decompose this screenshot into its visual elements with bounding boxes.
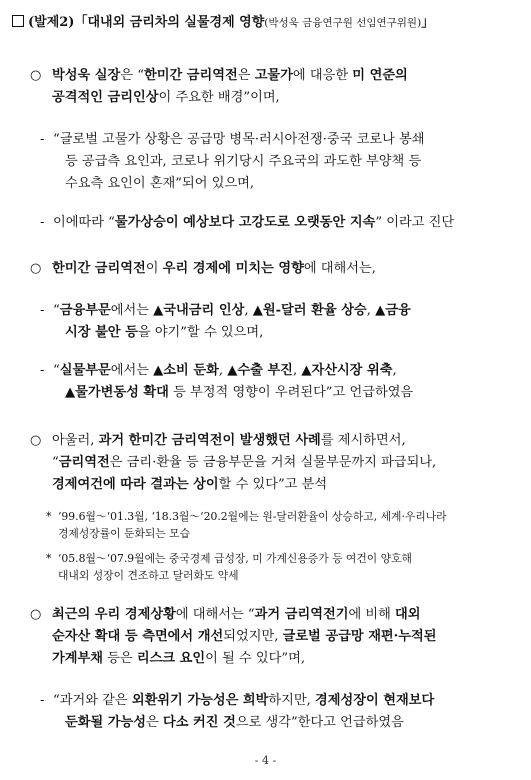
paragraph-dash-2-2: [53, 360, 413, 404]
text: “과거와 같은: [53, 693, 132, 708]
text-line: ‘05.8월～‘07.9월에는 중국경제 급성장, 미 가계신용증가 등 여건이 양호해: [58, 552, 412, 565]
paragraph-bullet-3: [52, 430, 436, 496]
emphasis: 박성욱 실장: [52, 68, 121, 83]
emphasis: 미 연준의: [352, 68, 408, 83]
text: ,: [366, 303, 376, 318]
circle-bullet-icon: ○: [30, 433, 42, 448]
emphasis: ▲소비 둔화: [153, 363, 219, 378]
text-line: [53, 712, 434, 734]
paragraph-bullet-4: [52, 604, 436, 670]
text: 은: [237, 68, 255, 83]
emphasis: 가계부채: [52, 651, 103, 666]
emphasis: 리스크 요인: [136, 651, 206, 666]
text: 을 야기”할 수 있으며,: [137, 325, 264, 340]
text-line: [52, 430, 436, 452]
text: 되었지만,: [223, 629, 283, 644]
asterisk-marker: *: [46, 552, 52, 565]
checkbox-square-icon: [12, 15, 24, 27]
text-line: [52, 87, 408, 109]
emphasis: 과거 한미간 금리역전이 발생했던 사례: [98, 433, 321, 448]
text-line: 등 공급측 요인과, 코로나 위기당시 주요국의 과도한 부양책 등: [65, 154, 422, 169]
text: 이 주요한 배경”이며,: [158, 90, 280, 105]
text: “: [53, 363, 60, 378]
text: ,: [392, 363, 397, 378]
emphasis: ▲물가변동성 확대: [65, 385, 169, 400]
circle-bullet-icon: ○: [30, 68, 42, 83]
emphasis: 실물부문: [59, 363, 111, 378]
footnote-1: [58, 508, 447, 542]
emphasis: 한미간 금리역전: [143, 68, 238, 83]
text-line: [52, 604, 436, 626]
emphasis: 금융부문: [59, 303, 111, 318]
text: 은: [146, 715, 163, 730]
text: ,: [244, 303, 253, 318]
emphasis: 공격적인 금리인상: [52, 90, 159, 105]
page-number: - 4 -: [254, 754, 277, 767]
text-line: [52, 258, 376, 280]
title-close: 」: [421, 15, 435, 30]
text-line: “글로벌 고물가 상황은 공급망 병목·러시아전쟁·중국 코로나 봉쇄: [53, 132, 425, 147]
dash-marker: -: [40, 693, 45, 708]
dash-marker: -: [40, 303, 45, 318]
text: “: [53, 303, 60, 318]
text: 하지만,: [268, 693, 316, 708]
paragraph-dash-1-1: [53, 129, 425, 195]
emphasis: 외환위기 가능성은 희박: [131, 693, 269, 708]
text: 등은: [102, 651, 137, 666]
emphasis: ▲국내금리 인상: [153, 303, 245, 318]
section-title: [12, 14, 522, 32]
text-line: [52, 626, 436, 648]
emphasis: 과거 금리역전기: [254, 607, 349, 622]
emphasis: 글로벌 공급망 재편·누적된: [282, 629, 437, 644]
text: ,: [218, 363, 228, 378]
text: 은 “: [120, 68, 144, 83]
text: ” 이라고 진단: [375, 215, 455, 230]
emphasis: ▲수출 부진: [227, 363, 293, 378]
paragraph-bullet-2: [52, 258, 376, 280]
emphasis: 경제성장이 현재보다: [315, 693, 435, 708]
paragraph-dash-2-1: [53, 300, 411, 344]
text: 이 될 수 있다”며,: [205, 651, 306, 666]
text: 은 금리·환율 등 금융부문을 거쳐 실물부문까지 파급되나,: [109, 455, 437, 470]
emphasis: 금리역전: [58, 455, 110, 470]
emphasis: 고물가: [254, 68, 293, 83]
emphasis: 우리 경제에 미치는 영향: [162, 261, 304, 276]
text: ,: [292, 363, 302, 378]
emphasis: 대외: [395, 607, 421, 622]
emphasis: 다소 커진 것: [162, 715, 236, 730]
text-line: 수요측 요인이 혼재”되어 있으며,: [65, 176, 255, 191]
text-line: ‘99.6월～‘01.3월, ‘18.3월～‘20.2월에는 원-달러환율이 상승하고, 세계·우리나라: [58, 510, 447, 523]
text: “: [52, 455, 59, 470]
text: 으로 생각”한다고 언급하였음: [235, 715, 404, 730]
emphasis: ▲금융: [375, 303, 411, 318]
text: 를 제시하면서,: [320, 433, 406, 448]
text: 이에따라 “: [53, 215, 115, 230]
text-line: 경제성장률이 둔화되는 모습: [58, 527, 191, 540]
emphasis: ▲원-달러 환율 상승: [252, 303, 367, 318]
emphasis: 순자산 확대 등 측면에서 개선: [52, 629, 224, 644]
circle-bullet-icon: ○: [30, 607, 42, 622]
text: 할 수 있다”고 분석: [218, 477, 328, 492]
text: 이: [145, 261, 163, 276]
text: 에 비해: [348, 607, 396, 622]
title-presenter: (박성욱 금융연구원 선임연구위원): [264, 17, 422, 29]
dash-marker: -: [40, 363, 45, 378]
text: 등 부정적 영향이 우려된다”고 언급하였음: [168, 385, 414, 400]
emphasis: 시장 불안 등: [65, 325, 138, 340]
text-line: [52, 452, 436, 474]
paragraph-dash-1-2: [53, 212, 454, 234]
paragraph-bullet-1: [52, 65, 408, 109]
text: 아울러,: [52, 433, 99, 448]
circle-bullet-icon: ○: [30, 261, 42, 276]
text: 에 대해서는,: [303, 261, 376, 276]
paragraph-dash-4-1: [53, 690, 434, 734]
dash-marker: -: [40, 215, 45, 230]
text-line: [52, 65, 408, 87]
footnote-2: [58, 550, 412, 584]
emphasis: 물가상승이 예상보다 고강도로 오랫동안 지속: [114, 215, 376, 230]
emphasis: ▲자산시장 위축: [301, 363, 393, 378]
text-line: [52, 474, 436, 496]
text: 에서는: [110, 363, 154, 378]
text: 에서는: [110, 303, 154, 318]
text-line: [53, 382, 413, 404]
emphasis: 한미간 금리역전: [52, 261, 146, 276]
dash-marker: -: [40, 132, 45, 147]
text-line: [53, 360, 413, 382]
text-line: [52, 648, 436, 670]
text-line: 대내외 성장이 견조하고 달러화도 약세: [58, 569, 239, 582]
emphasis: 최근의 우리 경제상황: [52, 607, 176, 622]
text-line: [53, 322, 411, 344]
text-line: [53, 690, 434, 712]
emphasis: 둔화될 가능성: [65, 715, 147, 730]
text: 에 대응한: [292, 68, 353, 83]
asterisk-marker: *: [46, 510, 52, 523]
title-main: (발제2)「대내외 금리차의 실물경제 영향: [28, 15, 265, 30]
emphasis: 경제여건에 따라 결과는 상이: [52, 477, 219, 492]
text: 에 대해서는 “: [175, 607, 255, 622]
text-line: [53, 212, 454, 234]
text-line: [53, 300, 411, 322]
